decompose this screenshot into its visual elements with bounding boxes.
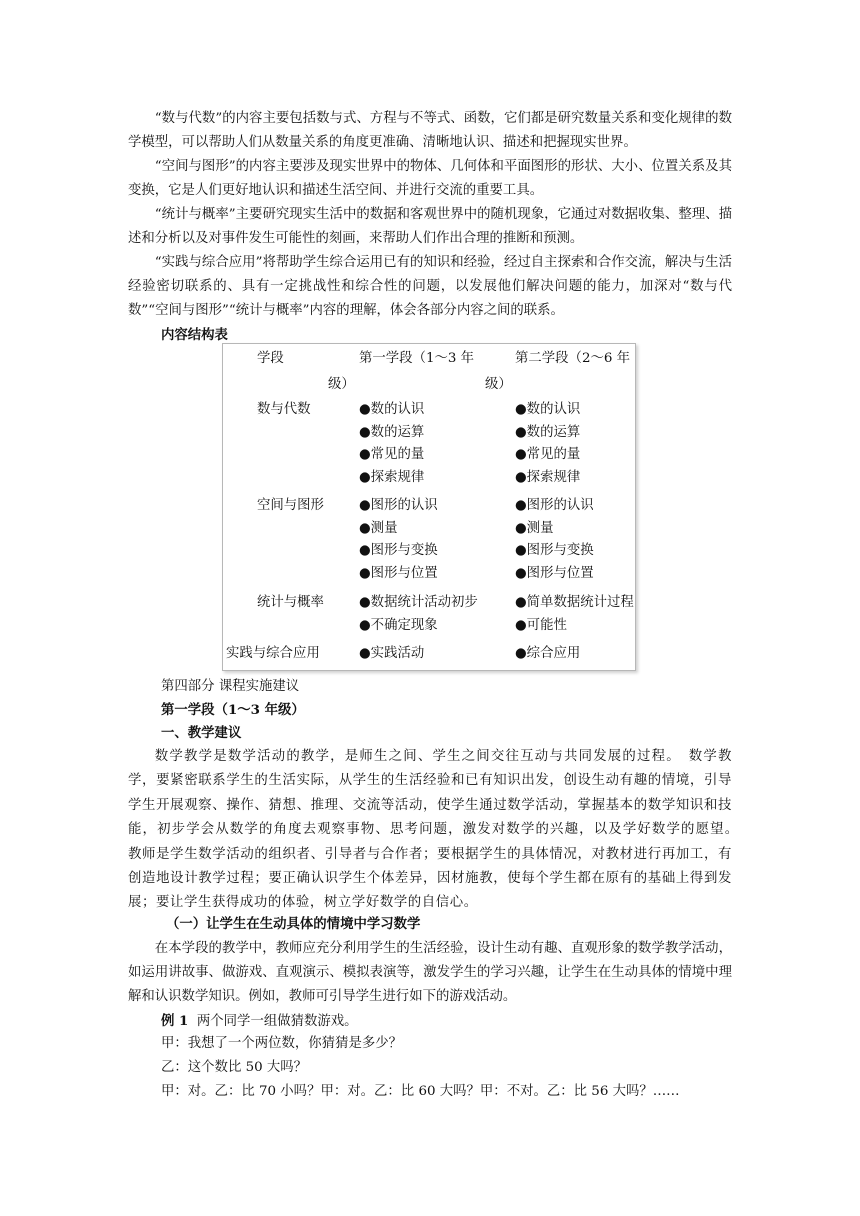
table-row-stage2-items [515,399,580,489]
teaching-paragraph: 数学教学是数学活动的教学，是师生之间、学生之间交往互动与共同发展的过程。 数学教学，要紧密联系学生的生活实际，从学生的生活经验和已有知识出发，创设生动有趣的情境，引导学生开展观察、操作、猜想、推理、交流等活动，使学生通过数学活动，掌握基本的数学知识和技能，初步学会从数学的角度去观察事物、思考问题，激发对数学的兴趣，以及学好数学的愿望。 教师是学生数学活动的组织者、引导者与合作者；要根据学生的具体情况，对教材进行再加工，有创造地设计教学过程；要正确认识学生个体差异，因材施教，使每个学生都在原有的基础上得到发展；要让学生获得成功的体验，树立学好数学的自信心。 [128,749,746,911]
table-item: ●测量 [515,520,554,536]
table-item: ●数据统计活动初步 [359,595,478,610]
table-header-stage2-line2: 级） [485,377,512,392]
paragraph-space-shapes: “空间与图形”的内容主要涉及现实世界中的物体、几何体和平面图形的形状、大小、位置关系及其变换，它是人们更好地认识和描述生活空间、并进行交流的重要工具。 [128,159,732,198]
table-item: ●测量 [359,520,398,536]
table-header-stage1-line1: 第一学段（1～3 年 [359,351,475,366]
table-item: ●数的认识 [515,402,581,417]
table-row-area: 实践与综合应用 [226,646,320,661]
table-item: ●数的运算 [359,424,425,440]
table-row-area: 数与代数 [257,402,311,417]
table-header-stage2-line1: 第二学段（2～6 年 [515,351,631,366]
table-item: ●探索规律 [515,469,581,485]
table-row-stage1-items [359,495,438,585]
paragraph-statistics-probability: “统计与概率”主要研究现实生活中的数据和客观世界中的随机现象，它通过对数据收集、整理、描述和分析以及对事件发生可能性的刻画，来帮助人们作出合理的推断和预测。 [128,207,732,246]
table-row-area: 统计与概率 [257,595,324,610]
table-item: ●数的认识 [359,402,425,417]
table-row-stage2-items [515,592,634,637]
part-title: 第四部分 课程实施建议 [161,679,300,694]
table-item: ●图形与变换 [359,543,438,559]
table-header-stage: 学段 [257,351,284,366]
table-item: ●可能性 [515,617,567,633]
table-item: ●综合应用 [515,646,581,661]
table-item: ●实践活动 [359,646,425,661]
table-item: ●图形的认识 [515,498,594,513]
table-header-stage1-line2: 级） [328,377,355,392]
content-structure-table [222,343,636,671]
dialogue-line: 甲：对。乙：比 70 小吗？甲：对。乙：比 60 大吗？甲：不对。乙：比 56 大吗？…… [161,1084,680,1099]
section-title: 一、教学建议 [161,725,242,741]
example-label: 例 1 [161,1013,189,1029]
table-item: ●图形的认识 [359,498,438,513]
dialogue-line: 乙：这个数比 50 大吗？ [161,1060,308,1075]
table-item: ●图形与变换 [515,543,594,559]
table-row-area: 空间与图形 [257,498,324,513]
table-item: ●图形与位置 [359,565,438,581]
table-title: 内容结构表 [161,327,228,343]
example-line [161,1011,358,1032]
table-row-stage1-items [359,592,478,637]
table-row-stage1-items [359,399,424,489]
subsection-paragraph: 在本学段的教学中，教师应充分利用学生的生活经验，设计生动有趣、直观形象的数学教学活动，如运用讲故事、做游戏、直观演示、模拟表演等，激发学生的学习兴趣，让学生在生动具体的情境中理解和认识数学知识。例如，教师可引导学生进行如下的游戏活动。 [128,941,732,1004]
example-text: 两个同学一组做猜数游戏。 [196,1014,358,1029]
table-item: ●不确定现象 [359,617,438,633]
table-item: ●简单数据统计过程 [515,595,634,610]
table-row-stage1-items [359,643,424,666]
subsection-title: （一）让学生在生动具体的情境中学习数学 [166,916,421,932]
table-row-stage2-items [515,643,580,666]
table-item: ●数的运算 [515,424,581,440]
paragraph-number-algebra: “数与代数”的内容主要包括数与式、方程与不等式、函数，它们都是研究数量关系和变化规律的数学模型，可以帮助人们从数量关系的角度更准确、清晰地认识、描述和把握现实世界。 [128,111,732,150]
table-row-stage2-items [515,495,594,585]
table-item: ●常见的量 [515,447,581,463]
table-item: ●图形与位置 [515,565,594,581]
dialogue-line: 甲：我想了一个两位数，你猜猜是多少？ [161,1036,403,1051]
table-item: ●探索规律 [359,469,425,485]
table-item: ●常见的量 [359,447,425,463]
stage-title: 第一学段（1～3 年级） [161,702,305,718]
paragraph-practice-application: “实践与综合应用”将帮助学生综合运用已有的知识和经验，经过自主探索和合作交流，解决与生活经验密切联系的、具有一定挑战性和综合性的问题，以发展他们解决问题的能力，加深对“数与代数”“空间与图形”“统计与概率”内容的理解，体会各部分内容之间的联系。 [128,255,732,318]
